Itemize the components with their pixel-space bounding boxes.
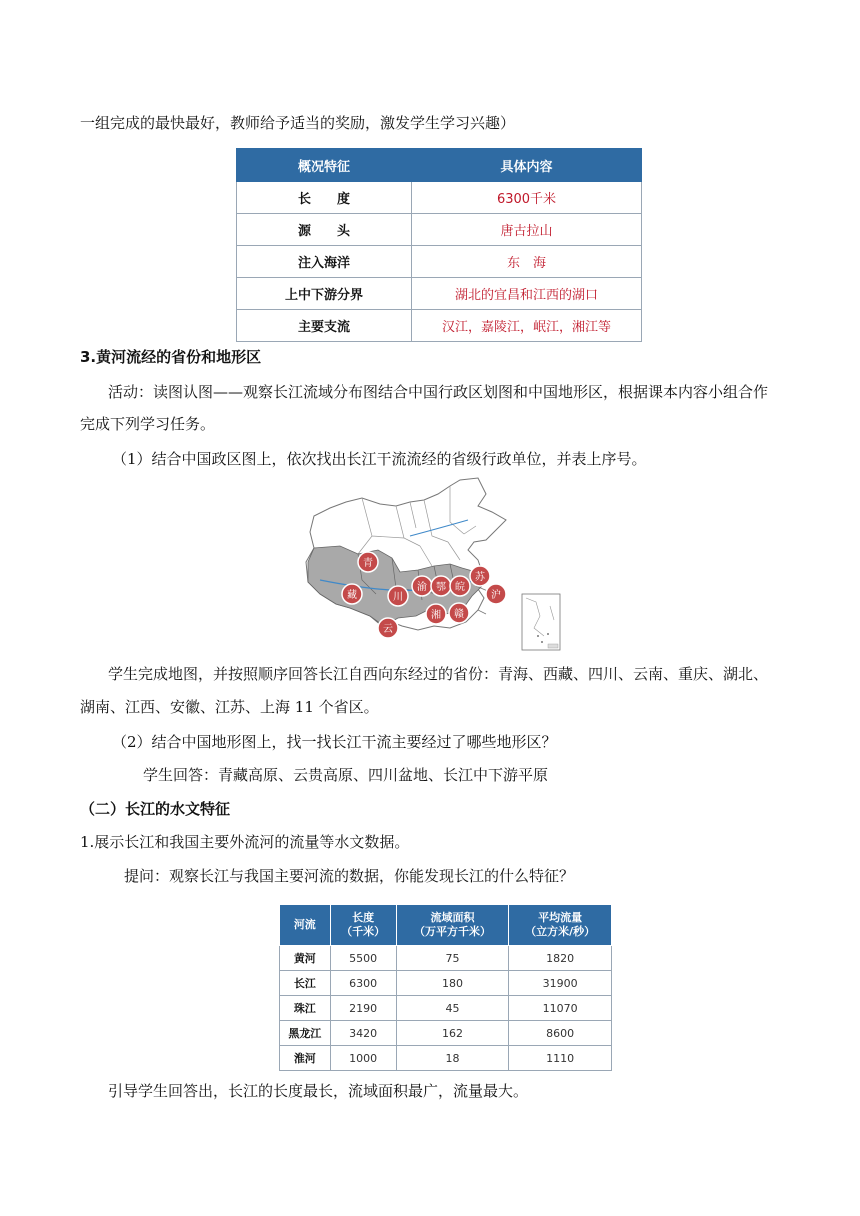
svg-text:皖: 皖: [455, 582, 465, 593]
svg-text:苏: 苏: [475, 572, 485, 583]
map-label-wan: [450, 576, 470, 596]
table-row: 上中下游分界 湖北的宜昌和江西的湖口: [237, 278, 642, 310]
table-row: 长江 6300 180 31900: [280, 971, 612, 996]
svg-text:藏: 藏: [347, 590, 357, 601]
map-label-chuan: [388, 586, 408, 606]
item-1: 1.展示长江和我国主要外流河的流量等水文数据。: [80, 833, 410, 851]
table-row: 主要支流 汉江，嘉陵江，岷江，湘江等: [237, 310, 642, 342]
activity-text-line1: 活动：读图认图——观察长江流域分布图结合中国行政区划图和中国地形区，根据课本内容小组合作: [108, 383, 769, 401]
ask-text: 提问：观察长江与我国主要河流的数据，你能发现长江的什么特征？: [124, 867, 575, 885]
table-row: 源 头 唐古拉山: [237, 214, 642, 246]
map-label-qing: [358, 552, 378, 572]
table-row: 珠江 2190 45 11070: [280, 996, 612, 1021]
question-1: （1）结合中国政区图上，依次找出长江干流流经的省级行政单位，并表上序号。: [112, 450, 647, 468]
map-label-xiang: [426, 604, 446, 624]
table2-header-length: 长度 （千米）: [330, 905, 396, 946]
south-china-sea-inset: [522, 594, 560, 650]
table-row: 注入海洋 东 海: [237, 246, 642, 278]
river-data-table: [279, 904, 612, 1071]
map-label-hu: [486, 584, 506, 604]
map-label-e: [431, 576, 451, 596]
table2-header-river: 河流: [280, 905, 331, 946]
map-label-yun: [378, 618, 398, 638]
china-map: [300, 476, 566, 652]
table2-header-area: 流域面积 （万平方千米）: [396, 905, 509, 946]
answer-1-line2: 湖南、江西、安徽、江苏、上海 11 个省区。: [80, 698, 379, 716]
svg-text:鄂: 鄂: [436, 582, 446, 593]
table-row: 黄河 5500 75 1820: [280, 946, 612, 971]
map-label-su: [470, 566, 490, 586]
answer-2: 学生回答：青藏高原、云贵高原、四川盆地、长江中下游平原: [143, 766, 549, 784]
svg-text:川: 川: [393, 592, 403, 603]
map-label-gan: [449, 603, 469, 623]
svg-text:青: 青: [363, 558, 373, 569]
svg-text:云: 云: [383, 624, 393, 635]
svg-text:渝: 渝: [417, 582, 427, 593]
activity-text-line2: 完成下列学习任务。: [80, 415, 216, 433]
svg-text:赣: 赣: [454, 609, 464, 620]
conclusion-text: 引导学生回答出，长江的长度最长，流域面积最广，流量最大。: [108, 1082, 529, 1100]
table1-header-feature: 概况特征: [237, 149, 412, 182]
svg-text:沪: 沪: [491, 590, 501, 601]
table-row: 黑龙江 3420 162 8600: [280, 1021, 612, 1046]
map-label-yu: [412, 576, 432, 596]
answer-1-line1: 学生完成地图，并按照顺序回答长江自西向东经过的省份：青海、西藏、四川、云南、重庆、湖北、: [108, 665, 769, 683]
table-row: 淮河 1000 18 1110: [280, 1046, 612, 1071]
table1-header-content: 具体内容: [412, 149, 642, 182]
svg-text:湘: 湘: [431, 610, 441, 621]
table-row: 长 度 6300千米: [237, 182, 642, 214]
question-2: （2）结合中国地形图上，找一找长江干流主要经过了哪些地形区？: [112, 733, 557, 751]
section-heading-3: 3.黄河流经的省份和地形区: [80, 348, 262, 366]
table2-header-flow: 平均流量 （立方米/秒）: [509, 905, 612, 946]
map-label-zang: [342, 584, 362, 604]
paragraph-intro: 一组完成的最快最好，教师给予适当的奖励，激发学生学习兴趣）: [80, 114, 516, 132]
yangtze-overview-table: [236, 148, 642, 342]
section-heading-2: （二）长江的水文特征: [80, 800, 231, 818]
